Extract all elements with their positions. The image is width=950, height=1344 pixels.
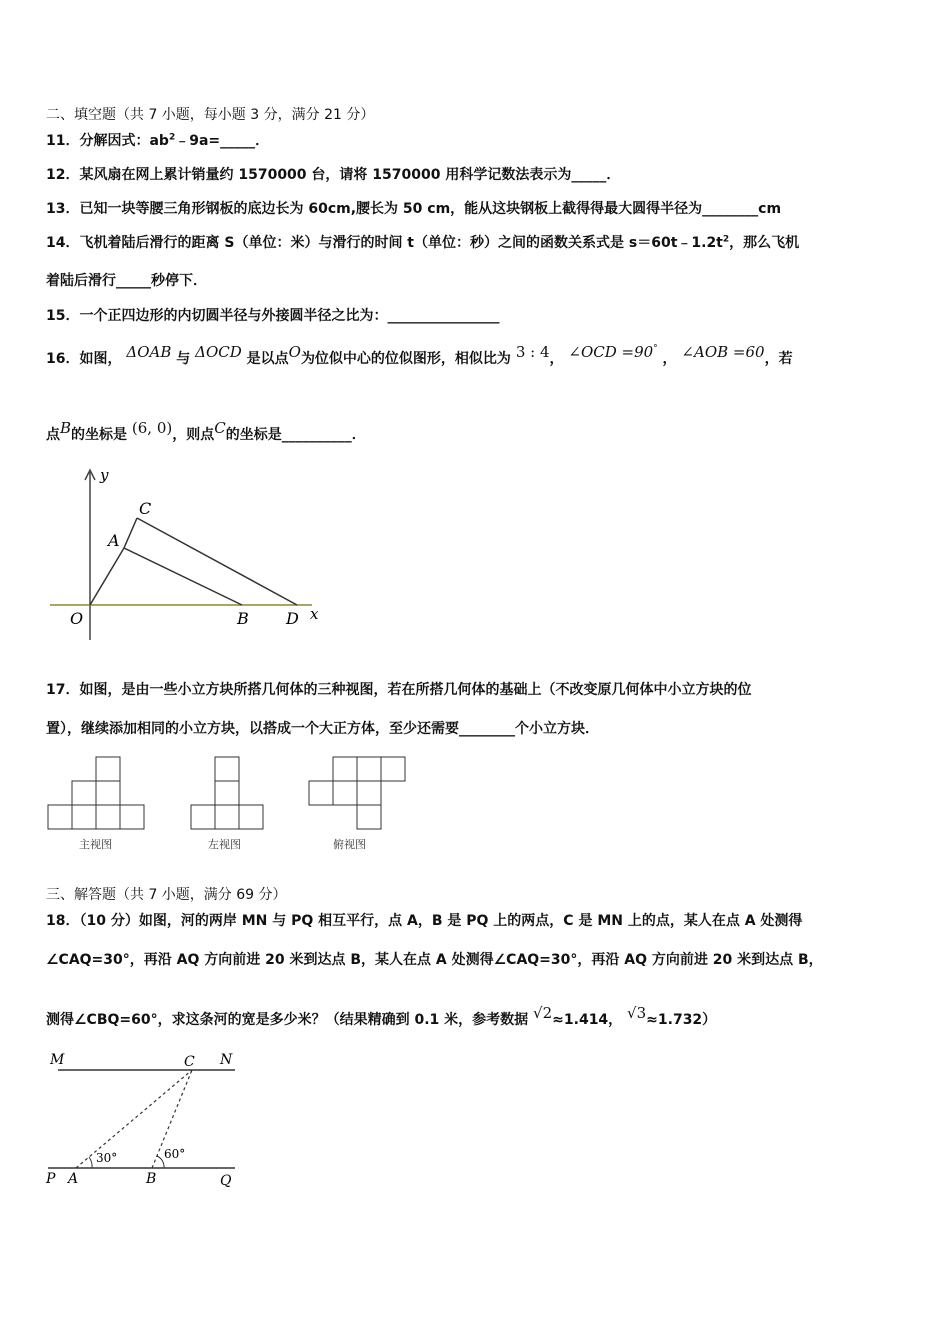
- question-12: 12．某风扇在网上累计销量约 1570000 台，请将 1570000 用科学记数法表示为_____．: [46, 167, 621, 183]
- label-x: x: [310, 605, 319, 623]
- left-view: [191, 757, 263, 829]
- question-14: 14．飞机着陆后滑行的距离 S（单位：米）与滑行的时间 t（单位：秒）之间的函数关系式是 $s=60t﹣1.2t^2$，那么飞机: [46, 234, 800, 251]
- label-M: M: [50, 1052, 65, 1068]
- label-A: A: [68, 1171, 79, 1187]
- label-B: B: [237, 609, 249, 628]
- label-angle-60: 60°: [164, 1147, 186, 1161]
- label-C: C: [139, 499, 152, 518]
- similar-triangles-figure: [40, 462, 340, 642]
- label-angle-30: 30°: [96, 1151, 118, 1165]
- label-y: y: [100, 466, 109, 484]
- question-15: 15．一个正四边形的内切圆半径与外接圆半径之比为：________________: [46, 308, 500, 324]
- section3-title: 三、解答题（共 7 小题，满分 69 分）: [46, 887, 287, 903]
- section2-title: 二、填空题（共 7 小题，每小题 3 分，满分 21 分）: [46, 107, 375, 123]
- question-17-line2: 置），继续添加相同的小立方块，以搭成一个大正方体，至少还需要________个小立方块．: [46, 721, 599, 737]
- left-view-caption: 左视图: [208, 838, 241, 851]
- label-O: O: [70, 609, 84, 628]
- river-figure: [40, 1046, 250, 1196]
- segment-AC: [124, 518, 137, 548]
- question-14-line2: 着陆后滑行_____秒停下．: [46, 273, 207, 289]
- label-B: B: [146, 1171, 157, 1187]
- question-16: 16．如图， ΔOAB 与 ΔOCD 是以点O为位似中心的位似图形，相似比为 3 : 4， ∠OCD =90° ， ∠AOB =60，若: [46, 343, 793, 367]
- label-Q: Q: [220, 1173, 232, 1189]
- segment-CD: [137, 518, 297, 605]
- segment-OA: [90, 548, 124, 605]
- question-18-line3: 测得∠CBQ=60°，求这条河的宽是多少米？（结果精确到 0.1 米，参考数据 √2≈1.414， √3≈1.732）: [46, 1004, 717, 1028]
- angle-arc-30: [89, 1157, 92, 1168]
- front-view-caption: 主视图: [79, 838, 112, 851]
- question-18-line2: ∠CAQ=30°，再沿 AQ 方向前进 20 米到达点 B，某人在点 A 处测得∠CAQ=30°，再沿 AQ 方向前进 20 米到达点 B，: [46, 952, 823, 968]
- segment-AB: [124, 548, 242, 605]
- label-N: N: [220, 1052, 233, 1068]
- label-A: A: [108, 531, 120, 550]
- top-view-caption: 俯视图: [333, 838, 366, 851]
- question-18: 18．（10 分）如图，河的两岸 MN 与 PQ 相互平行，点 A，B 是 PQ 上的两点，C 是 MN 上的点，某人在点 A 处测得: [46, 913, 803, 929]
- question-16-line2: 点B的坐标是 (6, 0)，则点C的坐标是__________．: [46, 419, 366, 443]
- three-views-figure: [46, 757, 426, 857]
- question-11: 11．分解因式：$ab^2﹣9a=\_\_\_\_\_$．: [46, 132, 270, 149]
- label-D: D: [286, 609, 299, 628]
- label-C: C: [184, 1054, 195, 1070]
- question-13: 13．已知一块等腰三角形钢板的底边长为 60cm,腰长为 50 cm，能从这块钢板上截得得最大圆得半径为________cm: [46, 201, 782, 217]
- question-17: 17．如图，是由一些小立方块所搭几何体的三种视图，若在所搭几何体的基础上（不改变原几何体中小立方块的位: [46, 682, 752, 698]
- label-P: P: [46, 1171, 56, 1187]
- front-view: [48, 757, 144, 829]
- angle-arc-60: [157, 1156, 164, 1168]
- top-view: [309, 757, 405, 829]
